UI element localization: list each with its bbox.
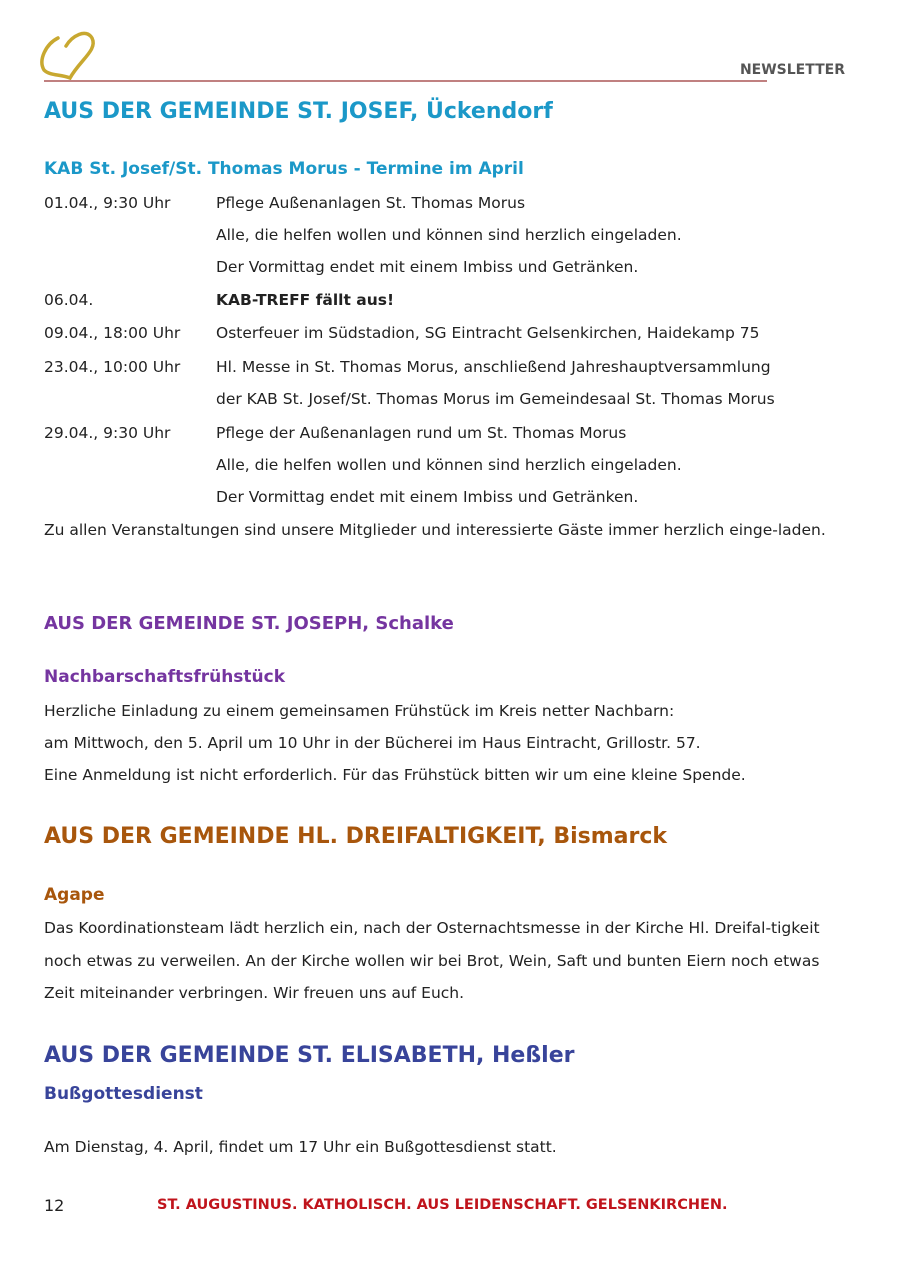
subheading-kab: KAB St. Josef/St. Thomas Morus - Termine im April (44, 159, 524, 179)
schedule-row (44, 284, 394, 316)
schedule-text: Alle, die helfen wollen und können sind herzlich eingeladen. (216, 456, 682, 474)
page-number: 12 (44, 1196, 65, 1215)
schedule-date: 29.04., 9:30 Uhr (44, 424, 171, 442)
schedule-row (44, 417, 626, 449)
text-line: am Mittwoch, den 5. April um 10 Uhr in der Bücherei im Haus Eintracht, Grillostr. 57. (44, 734, 701, 752)
schedule-text: Der Vormittag endet mit einem Imbiss und Getränken. (216, 258, 639, 276)
schedule-text: Pflege der Außenanlagen rund um St. Thomas Morus (216, 424, 627, 442)
agape-text: Das Koordinationsteam lädt herzlich ein, nach der Osternachtsmesse in der Kirche Hl. Dreifal-tigkeit noch etwas zu verweilen. An der Kirche wollen wir bei Brot, Wein, Saft und bunten Eiern noch etwas Zeit miteinander verbringen. Wir freuen uns auf Euch. (44, 919, 820, 1002)
text-line: Am Dienstag, 4. April, findet um 17 Uhr ein Bußgottesdienst statt. (44, 1138, 557, 1156)
schedule-row (44, 187, 525, 219)
schedule-date: 06.04. (44, 291, 94, 309)
subheading-fruehstueck: Nachbarschaftsfrühstück (44, 667, 286, 687)
footer-slogan: ST. AUGUSTINUS. KATHOLISCH. AUS LEIDENSCHAFT. GELSENKIRCHEN. (157, 1197, 728, 1213)
schedule-date: 09.04., 18:00 Uhr (44, 324, 181, 342)
schedule-date: 23.04., 10:00 Uhr (44, 358, 181, 376)
text-line: Herzliche Einladung zu einem gemeinsamen Frühstück im Kreis netter Nachbarn: (44, 702, 675, 720)
schedule-row (44, 351, 771, 383)
text-line: Eine Anmeldung ist nicht erforderlich. Für das Frühstück bitten wir um eine kleine Spende. (44, 766, 746, 784)
schedule-text: der KAB St. Josef/St. Thomas Morus im Gemeindesaal St. Thomas Morus (216, 390, 775, 408)
schedule-text: Pflege Außenanlagen St. Thomas Morus (216, 194, 526, 212)
schedule-row (44, 251, 638, 283)
schedule-row (44, 449, 682, 481)
schedule-row (44, 317, 760, 349)
schedule-text: Der Vormittag endet mit einem Imbiss und Getränken. (216, 488, 639, 506)
newsletter-label: NEWSLETTER (739, 62, 845, 78)
schedule-text: Hl. Messe in St. Thomas Morus, anschließend Jahreshauptversammlung (216, 358, 771, 376)
section-title-st-josef: AUS DER GEMEINDE ST. JOSEF, Ückendorf (44, 99, 553, 124)
section-title-st-joseph: AUS DER GEMEINDE ST. JOSEPH, Schalke (44, 613, 454, 634)
closing-text: Zu allen Veranstaltungen sind unsere Mitglieder und interessierte Gäste immer herzlich einge-laden. (44, 521, 826, 539)
section-title-st-elisabeth: AUS DER GEMEINDE ST. ELISABETH, Heßler (44, 1043, 575, 1068)
schedule-date: 01.04., 9:30 Uhr (44, 194, 171, 212)
subheading-bussgottesdienst: Bußgottesdienst (44, 1084, 203, 1104)
schedule-row (44, 383, 775, 415)
schedule-text: Alle, die helfen wollen und können sind herzlich eingeladen. (216, 226, 682, 244)
section-title-dreifaltigkeit: AUS DER GEMEINDE HL. DREIFALTIGKEIT, Bismarck (44, 824, 668, 849)
schedule-text: KAB-TREFF fällt aus! (216, 291, 395, 309)
schedule-row (44, 481, 638, 513)
header-divider (44, 80, 767, 82)
subheading-agape: Agape (44, 885, 105, 905)
heart-logo-icon (36, 30, 102, 82)
schedule-row (44, 219, 682, 251)
schedule-text: Osterfeuer im Südstadion, SG Eintracht Gelsenkirchen, Haidekamp 75 (216, 324, 760, 342)
